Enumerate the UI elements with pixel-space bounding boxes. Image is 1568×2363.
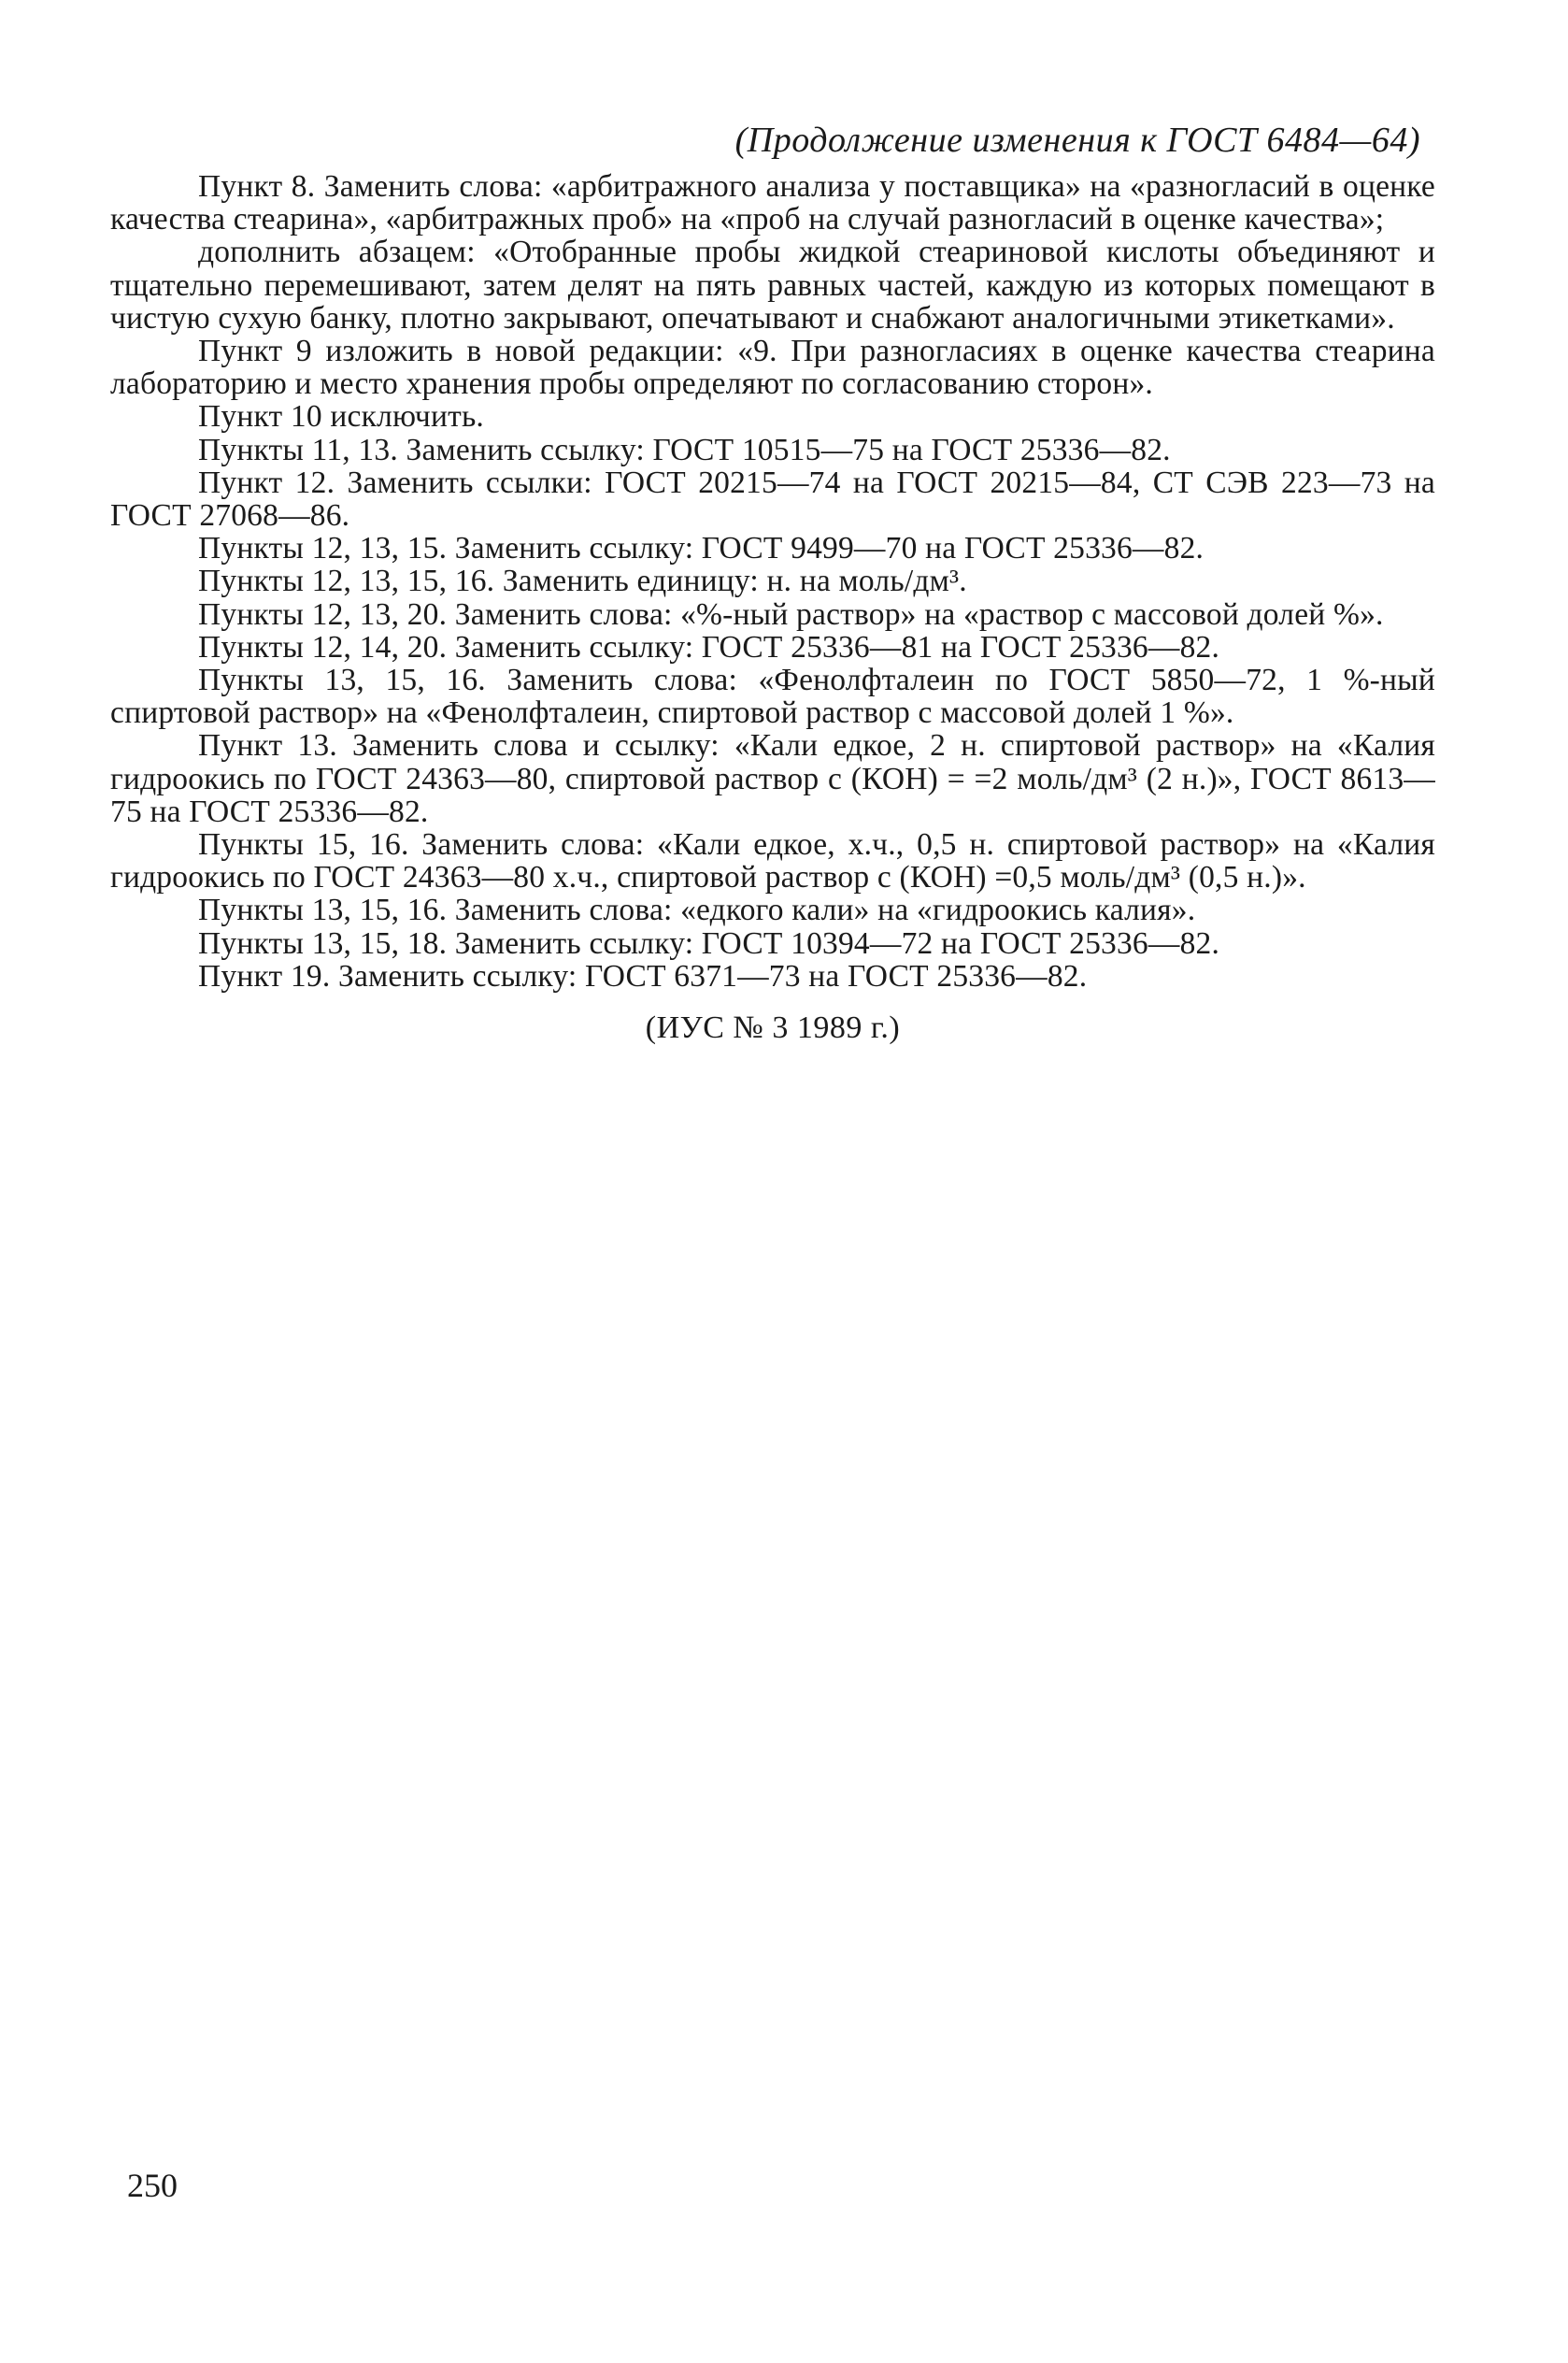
paragraph-items-12-13-15: Пункты 12, 13, 15. Заменить ссылку: ГОСТ 9499—70 на ГОСТ 25336—82.	[198, 531, 1205, 566]
document-page	[110, 120, 1435, 1047]
paragraph-item-8-addition: дополнить абзацем: «Отобранные пробы жидкой стеариновой кислоты объединяют и тщательно перемешивают, затем делят на пять равных частей, каждую из которых помещают в чистую сухую банку, плотно закрывают, опечатывают и снабжают аналогичными этикетками».	[110, 235, 1435, 336]
paragraph-items-12-13-20: Пункты 12, 13, 20. Заменить слова: «%-ный раствор» на «раствор с массовой долей %».	[198, 596, 1384, 632]
paragraph-item-10: Пункт 10 исключить.	[198, 399, 485, 435]
paragraph-items-12-14-20: Пункты 12, 14, 20. Заменить ссылку: ГОСТ 25336—81 на ГОСТ 25336—82.	[198, 629, 1220, 665]
paragraph-items-12-13-15-16: Пункты 12, 13, 15, 16. Заменить единицу: н. на моль/дм³.	[198, 564, 967, 599]
paragraph-item-12: Пункт 12. Заменить ссылки: ГОСТ 20215—74 на ГОСТ 20215—84, СТ СЭВ 223—73 на ГОСТ 27068—86.	[110, 465, 1435, 534]
paragraph-items-15-16: Пункты 15, 16. Заменить слова: «Кали едкое, х.ч., 0,5 н. спиртовой раствор» на «Калия гидроокись по ГОСТ 24363—80 х.ч., спиртовой раствор c (КОН) =0,5 моль/дм³ (0,5 н.)».	[110, 827, 1435, 895]
paragraph-items-13-15-16-kali: Пункты 13, 15, 16. Заменить слова: «едкого кали» на «гидроокись калия».	[198, 893, 1196, 928]
paragraph-item-19: Пункт 19. Заменить ссылку: ГОСТ 6371—73 на ГОСТ 25336—82.	[198, 958, 1088, 994]
source-reference: (ИУС № 3 1989 г.)	[645, 1010, 901, 1046]
paragraph-items-13-15-18: Пункты 13, 15, 18. Заменить ссылку: ГОСТ 10394—72 на ГОСТ 25336—82.	[198, 925, 1220, 961]
amendment-text	[110, 170, 1435, 993]
paragraph-items-13-15-16-phenol: Пункты 13, 15, 16. Заменить слова: «Фенолфталеин по ГОСТ 5850—72, 1 %-ный спиртовой раствор» на «Фенолфталеин, спиртовой раствор с массовой долей 1 %».	[110, 663, 1435, 731]
page-number: 250	[127, 2167, 178, 2204]
continuation-header: (Продолжение изменения к ГОСТ 6484—64)	[734, 121, 1420, 160]
paragraph-item-9: Пункт 9 изложить в новой редакции: «9. При разногласиях в оценке качества стеарина лабораторию и место хранения пробы определяют по согласованию сторон».	[110, 334, 1435, 402]
paragraph-items-11-13: Пункты 11, 13. Заменить ссылку: ГОСТ 10515—75 на ГОСТ 25336—82.	[198, 432, 1171, 467]
paragraph-item-13: Пункт 13. Заменить слова и ссылку: «Кали едкое, 2 н. спиртовой раствор» на «Калия гидроокись по ГОСТ 24363—80, спиртовой раствор c (КОН) = =2 моль/дм³ (2 н.)», ГОСТ 8613—75 на ГОСТ 25336—82.	[110, 728, 1435, 829]
paragraph-item-8: Пункт 8. Заменить слова: «арбитражного анализа у поставщика» на «разногласий в оценке качества стеарина», «арбитражных проб» на «проб на случай разногласий в оценке качества»;	[110, 169, 1435, 237]
